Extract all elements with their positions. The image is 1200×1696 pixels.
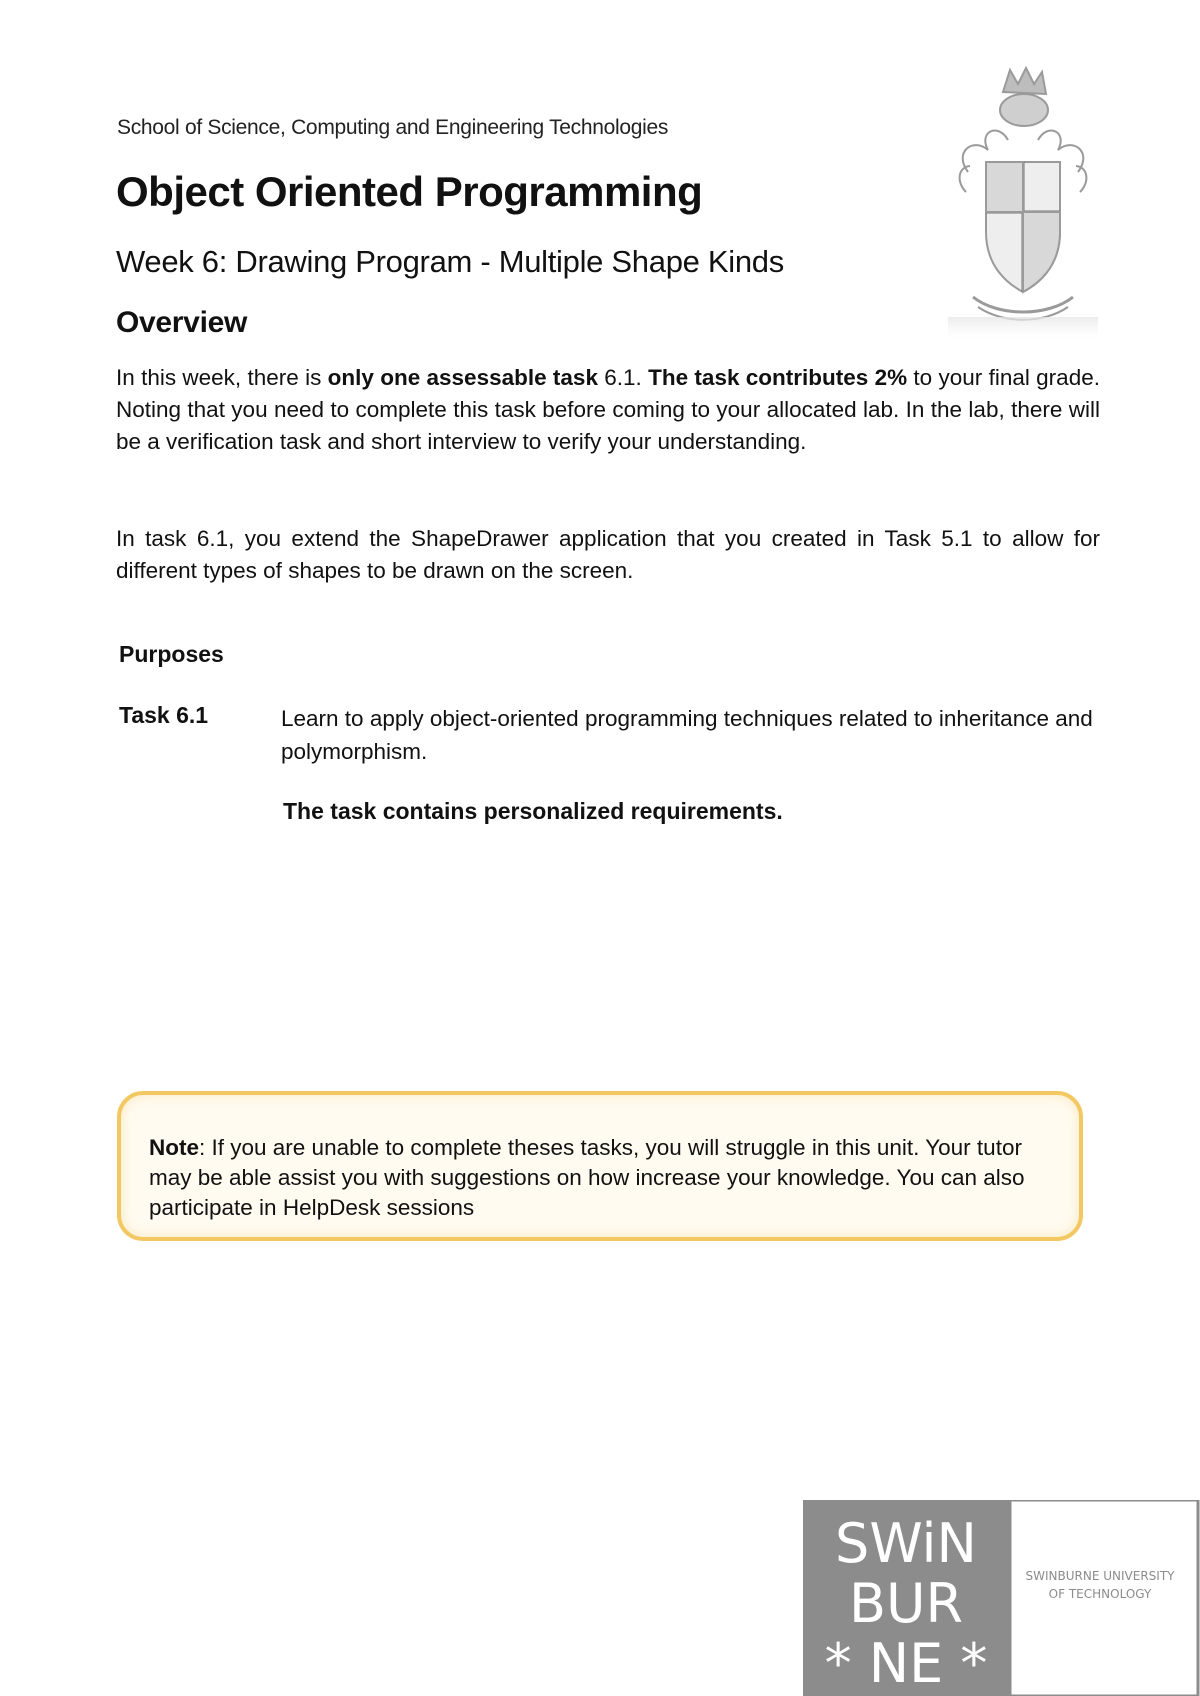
page-subtitle: Week 6: Drawing Program - Multiple Shape Kinds (116, 244, 784, 279)
note-label: Note (149, 1135, 199, 1160)
note-box (117, 1091, 1083, 1241)
task-description: Learn to apply object-oriented programming techniques related to inheritance and polymorphism. (281, 706, 1093, 764)
overview-p1-e: to your final grade. Noting that you need to complete this task before coming to your allocated lab. In the lab, there will be a verification task and short interview to verify your understanding. (116, 365, 1100, 454)
overview-p1-b: only one assessable task (327, 365, 598, 390)
task-label: Task 6.1 (119, 702, 209, 728)
note-body: : If you are unable to complete theses tasks, you will struggle in this unit. Your tutor may be able assist you with suggestions on how increase your knowledge. You can also participate in HelpDesk sessions (149, 1135, 1025, 1220)
page-title: Object Oriented Programming (116, 168, 703, 215)
logo-line-3: * NE * (824, 1632, 988, 1695)
school-name: School of Science, Computing and Engineering Technologies (117, 116, 669, 139)
university-crest-icon (948, 62, 1098, 342)
logo-tagline-2: OF TECHNOLOGY (1048, 1587, 1152, 1601)
overview-p1-a: In this week, there is (116, 365, 328, 390)
note-text (149, 1133, 1069, 1223)
logo-line-1: SWiN (835, 1512, 977, 1575)
logo-line-2: BUR (848, 1572, 964, 1635)
overview-paragraph-2: In task 6.1, you extend the ShapeDrawer application that you created in Task 5.1 to allow for different types of shapes to be drawn on the screen. (116, 526, 1100, 583)
purposes-heading: Purposes (119, 641, 224, 667)
logo-tagline-1: SWINBURNE UNIVERSITY (1025, 1569, 1175, 1583)
swinburne-logo (803, 1500, 1200, 1696)
overview-paragraph-1 (116, 362, 1100, 458)
overview-heading: Overview (116, 306, 248, 339)
overview-p1-d: The task contributes 2% (648, 365, 908, 390)
overview-p1-c: 6.1. (597, 365, 649, 390)
task-requirement: The task contains personalized requirements. (283, 798, 783, 824)
